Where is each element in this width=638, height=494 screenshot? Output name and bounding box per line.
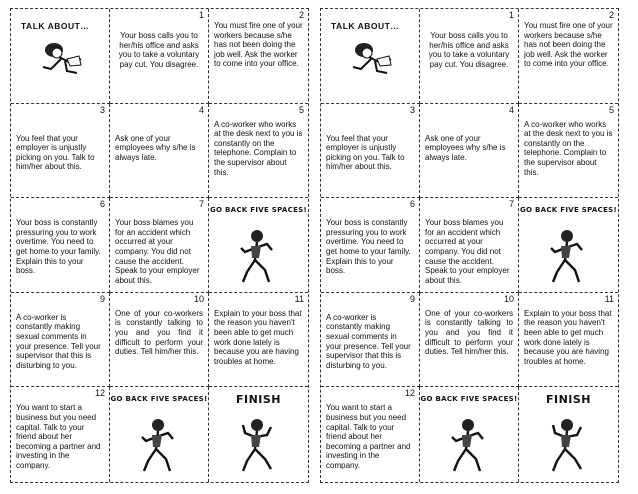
card-number: 2 — [608, 10, 614, 20]
card-text: Your boss blames you for an accident which occurred at your company. You did not cause the accident. Speak to your employer about this. — [425, 218, 510, 285]
card-number: 7 — [198, 199, 204, 210]
card-text: A co-worker who works at the desk next to you is constantly on the telephone. Complain to the supervisor about this. — [214, 119, 303, 177]
card-number: 6 — [409, 199, 415, 210]
card-text: Ask one of your employees why s/he is always late. — [115, 133, 196, 162]
card-10 — [420, 293, 519, 388]
go-back-card — [209, 198, 308, 293]
card-text: You must fire one of your workers because s/he has not been doing the job well. Ask the worker to come into your office. — [524, 21, 613, 69]
card-number: 11 — [294, 293, 304, 304]
card-6 — [11, 198, 110, 293]
card-text: Your boss calls you to her/his office and asks you to take a voluntary pay cut. You disagree. — [428, 31, 510, 69]
card-number: 9 — [99, 293, 105, 304]
card-3 — [321, 104, 420, 199]
finish-card — [209, 387, 308, 482]
card-number: 9 — [409, 293, 415, 304]
card-text: Ask one of your employees why s/he is always late. — [425, 133, 506, 162]
game-board-right — [320, 8, 619, 483]
card-text: Your boss blames you for an accident which occurred at your company. You did not cause the accident. Speak to your employer about this. — [115, 218, 200, 285]
running-man-icon — [37, 39, 87, 79]
card-number: 12 — [94, 388, 105, 399]
go-back-card — [110, 387, 209, 482]
card-number: 12 — [404, 388, 415, 399]
card-number: 5 — [608, 104, 614, 115]
card-11 — [209, 293, 308, 388]
card-11 — [519, 293, 618, 388]
board-title: TALK ABOUT… — [21, 21, 90, 31]
card-9 — [11, 293, 110, 388]
card-text: Your boss calls you to her/his office and asks you to take a voluntary pay cut. You disagree. — [118, 31, 200, 69]
card-text: Explain to your boss that the reason you haven't been able to get much work done lately is because you are having troubles at home. — [214, 308, 302, 366]
card-3 — [11, 104, 110, 199]
card-text: You want to start a business but you need capital. Talk to your friend about her becoming a partner and investing in the company. — [326, 403, 411, 470]
card-6 — [321, 198, 420, 293]
card-text: One of your co-workers is constantly talking to you and you find it difficult to perform your duties. Tell him/her this. — [115, 308, 203, 357]
card-text: Explain to your boss that the reason you haven't been able to get much work done lately is because you are having troubles at home. — [524, 308, 612, 366]
card-10 — [110, 293, 209, 388]
card-12 — [11, 387, 110, 482]
card-text: Your boss is constantly pressuring you to work overtime. You need to get home to your family. Explain this to your boss. — [16, 218, 101, 276]
card-grid — [321, 9, 618, 482]
card-number: 1 — [198, 10, 204, 20]
finish-label: FINISH — [235, 393, 282, 407]
card-number: 5 — [298, 104, 304, 115]
running-man-icon — [549, 228, 585, 286]
finish-label: FINISH — [545, 393, 592, 407]
card-1 — [420, 9, 519, 104]
board-title: TALK ABOUT… — [331, 21, 400, 31]
card-number: 10 — [503, 293, 514, 304]
go-back-card — [519, 198, 618, 293]
card-7 — [110, 198, 209, 293]
card-4 — [420, 104, 519, 199]
card-number: 2 — [298, 10, 304, 20]
card-12 — [321, 387, 420, 482]
card-text: One of your co-workers is constantly talking to you and you find it difficult to perform your duties. Tell him/her this. — [425, 308, 513, 357]
go-back-label: GO BACK FIVE SPACES! — [110, 395, 208, 404]
card-9 — [321, 293, 420, 388]
card-number: 6 — [99, 199, 105, 210]
card-4 — [110, 104, 209, 199]
card-2 — [519, 9, 618, 104]
card-number: 4 — [198, 104, 204, 115]
go-back-label: GO BACK FIVE SPACES! — [209, 206, 307, 215]
card-1 — [110, 9, 209, 104]
start-card — [321, 9, 420, 104]
card-grid — [11, 9, 308, 482]
finish-card — [519, 387, 618, 482]
go-back-card — [420, 387, 519, 482]
runner-with-sign-icon — [547, 413, 587, 473]
start-card — [11, 9, 110, 104]
card-text: You want to start a business but you need capital. Talk to your friend about her becoming a partner and investing in the company. — [16, 403, 101, 470]
card-text: You feel that your employer is unjustly picking on you. Talk to him/her about this. — [16, 133, 95, 172]
go-back-label: GO BACK FIVE SPACES! — [519, 206, 617, 215]
card-text: A co-worker who works at the desk next to you is constantly on the telephone. Complain to the supervisor about this. — [524, 119, 613, 177]
card-7 — [420, 198, 519, 293]
runner-with-sign-icon — [237, 413, 277, 473]
card-5 — [209, 104, 308, 199]
card-number: 1 — [508, 10, 514, 20]
card-number: 7 — [508, 199, 514, 210]
running-man-icon — [140, 417, 176, 475]
card-number: 10 — [193, 293, 204, 304]
game-board-left — [10, 8, 309, 483]
card-text: A co-worker is constantly making sexual comments in your presence. Tell your supervisor that this is disturbing to you. — [16, 312, 101, 370]
card-number: 3 — [99, 104, 105, 115]
running-man-icon — [239, 228, 275, 286]
card-text: Your boss is constantly pressuring you to work overtime. You need to get home to your family. Explain this to your boss. — [326, 218, 411, 276]
go-back-label: GO BACK FIVE SPACES! — [420, 395, 518, 404]
card-number: 11 — [604, 293, 614, 304]
card-number: 4 — [508, 104, 514, 115]
running-man-icon — [347, 39, 397, 79]
card-text: You feel that your employer is unjustly picking on you. Talk to him/her about this. — [326, 133, 405, 172]
card-2 — [209, 9, 308, 104]
card-number: 3 — [409, 104, 415, 115]
card-5 — [519, 104, 618, 199]
card-text: A co-worker is constantly making sexual comments in your presence. Tell your supervisor that this is disturbing to you. — [326, 312, 411, 370]
running-man-icon — [450, 417, 486, 475]
card-text: You must fire one of your workers because s/he has not been doing the job well. Ask the worker to come into your office. — [214, 21, 303, 69]
